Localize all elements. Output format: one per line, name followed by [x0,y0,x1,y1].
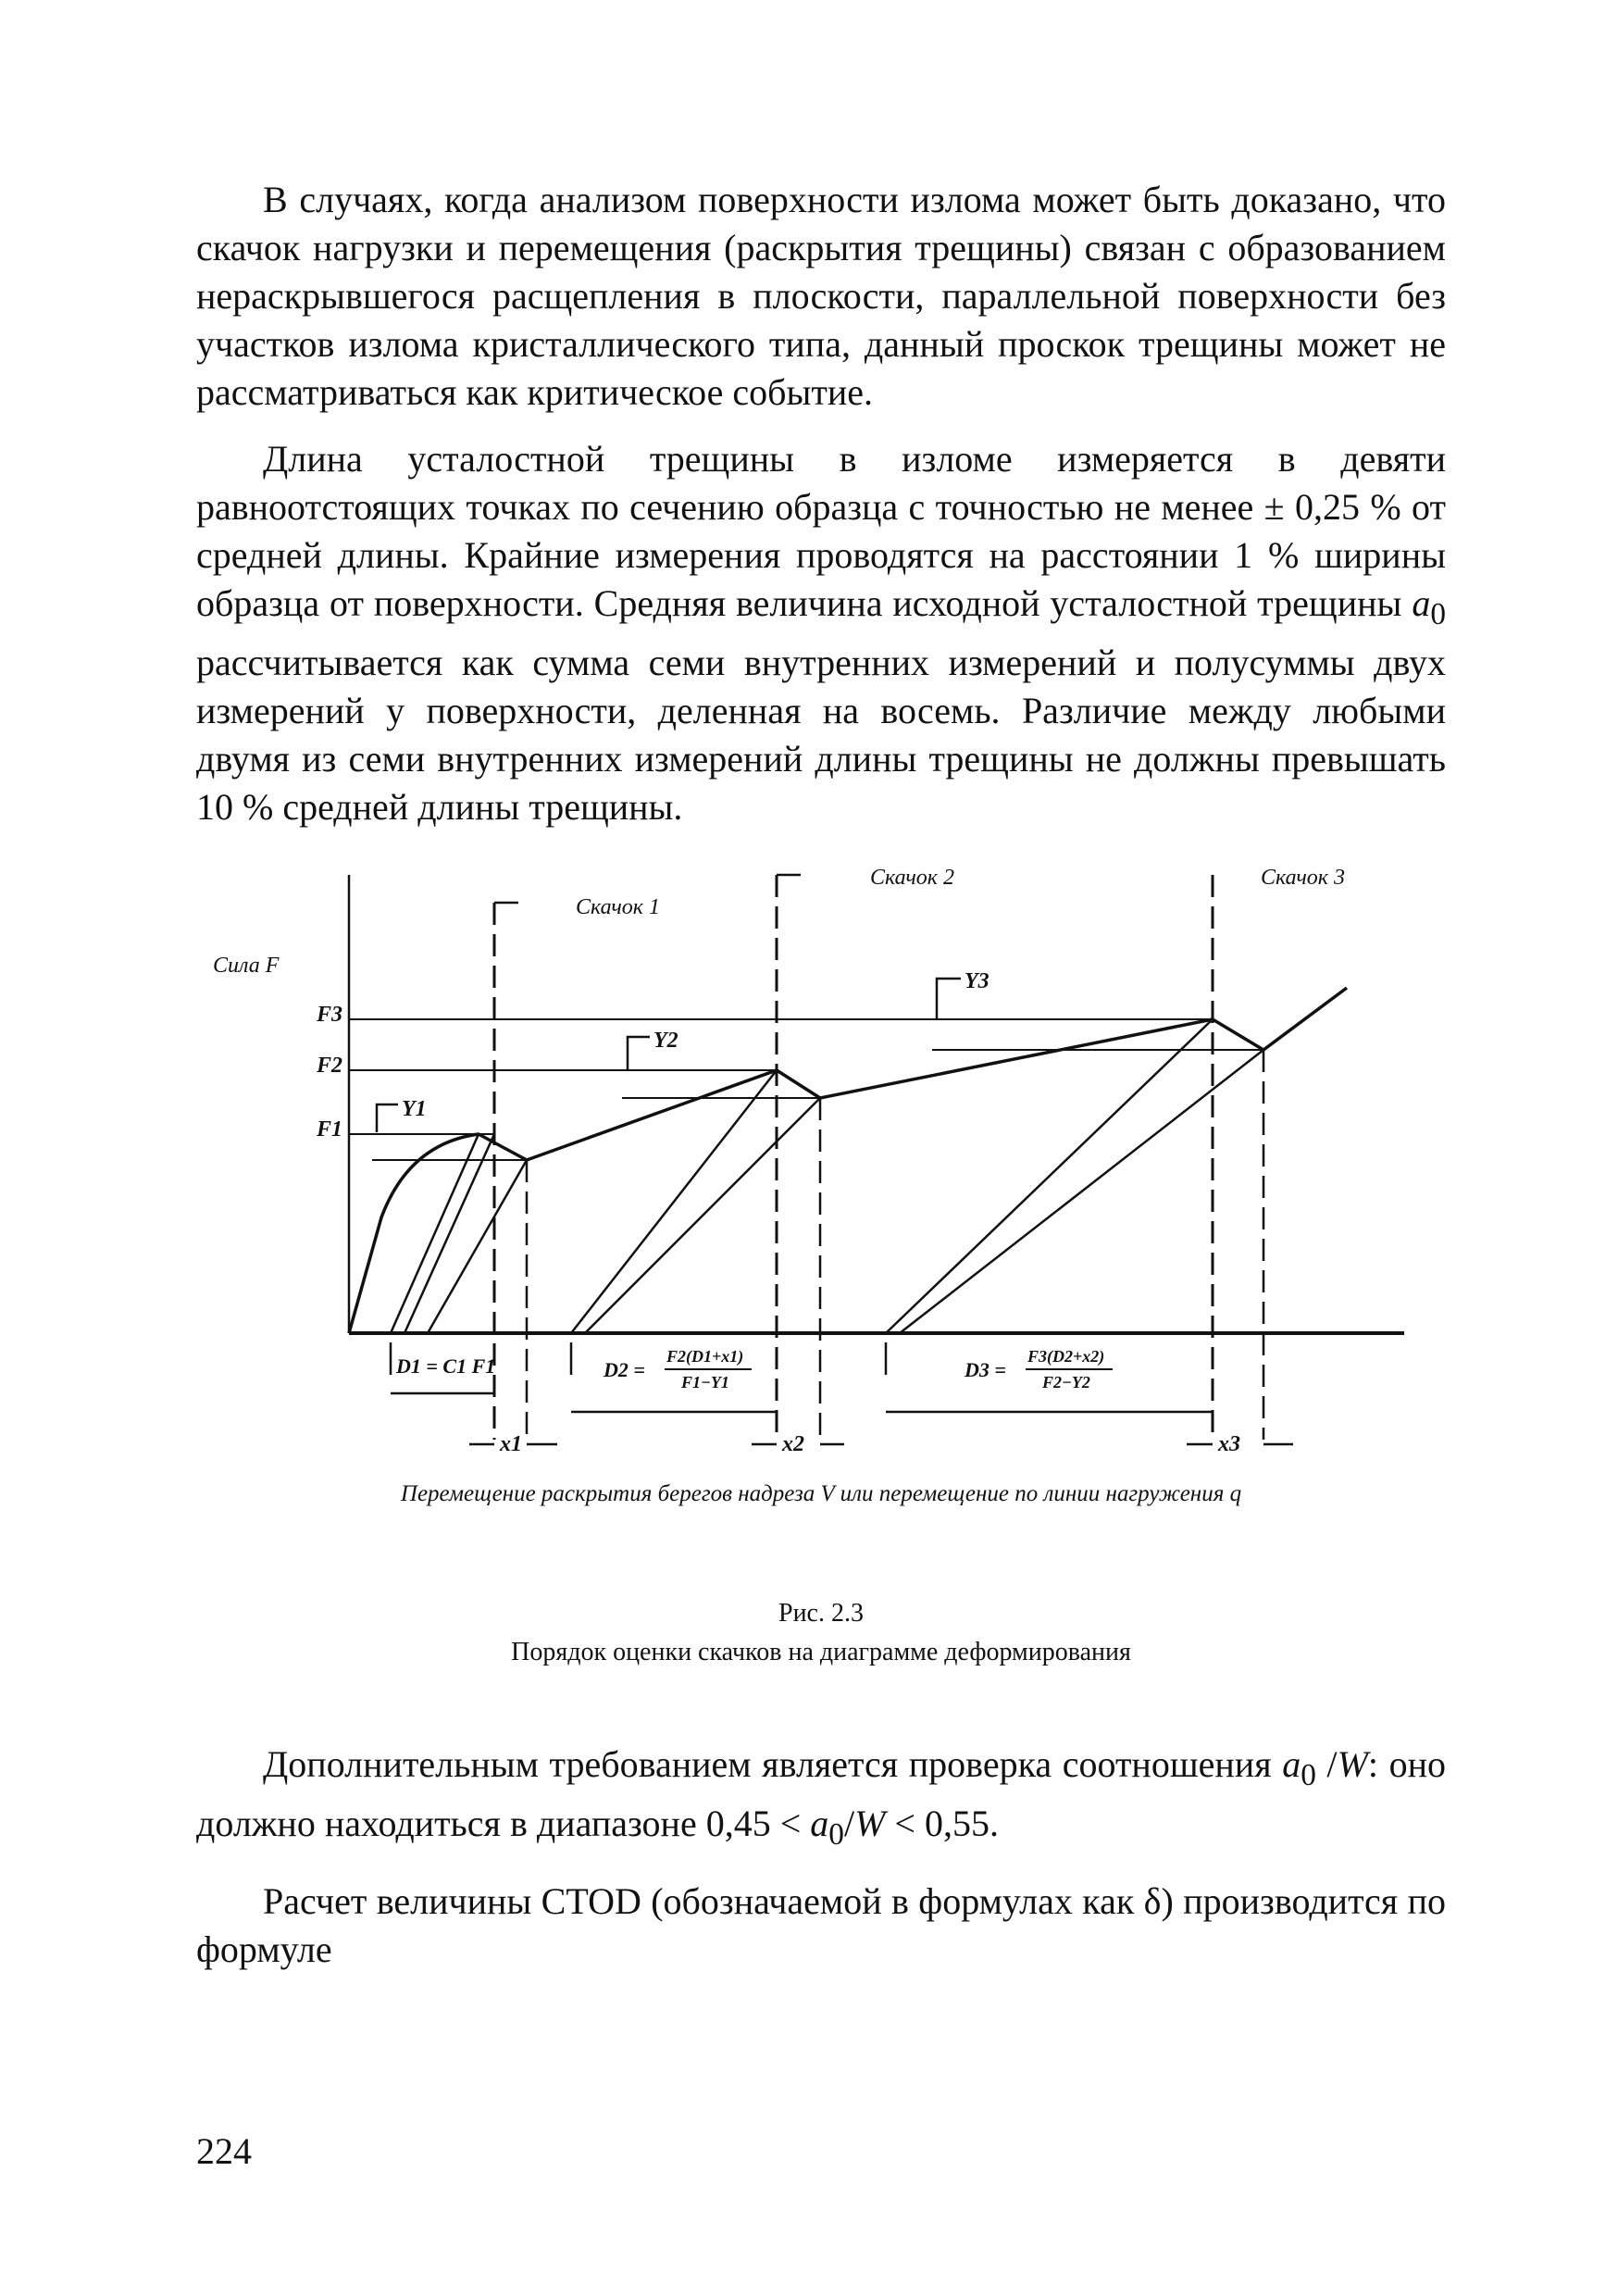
subscript-0: 0 [1301,1758,1316,1792]
paragraph-3-part-e: < 0,55. [885,1803,999,1844]
jump-label-3: Скачок 3 [1261,866,1345,890]
x-label-x3: x3 [1218,1432,1240,1456]
jump-label-1: Скачок 1 [576,895,660,919]
formula-d2-lhs: D2 = [604,1358,645,1381]
drop-label-y1: Y1 [402,1097,427,1121]
y1-bracket [377,1104,398,1132]
subscript-0: 0 [1430,597,1446,631]
load-line-2b [585,1098,820,1333]
paragraph-3-part-a: Дополнительным требованием является проверка соотношения [263,1743,1283,1785]
load-line-1b [404,1134,494,1333]
jump-label-2: Скачок 2 [870,866,954,890]
x-axis-caption: Перемещение раскрытия берегов надреза V или перемещение по линии нагружения q [400,1481,1242,1506]
slash: / [843,1803,855,1844]
paragraph-1: В случаях, когда анализом поверхности излома может быть доказано, что скачок нагрузки и перемещения (раскрытия трещины) связан с образованием нераскрывшегося расщепления в плоскости, параллельной поверхности без участков излома кристаллического типа, данный проскок трещины может не рассматриваться как критическое событие. [196,179,1446,413]
figure-number: Рис. 2.3 [778,1599,864,1628]
variable-a: a [1282,1743,1301,1785]
formula-d3-denominator: F2−Y2 [1042,1373,1090,1391]
paragraph-2-part-a: Длина усталостной трещины в изломе измеряется в девяти равноотстоящих точках по сечению образца с точностью не менее ± 0,25 % от средней длины. Крайние измерения проводятся на расстоянии 1 % ширины образца от поверхности. Средняя величина исходной усталостной трещины [196,438,1446,624]
load-line-3b [900,1050,1263,1333]
subscript-0: 0 [828,1817,844,1852]
y-axis-label: Сила F [213,954,280,978]
body-text-bottom [196,1741,1446,1974]
y2-bracket [628,1037,650,1070]
formula-d1: D1 = C1 F1 [396,1354,496,1378]
paragraph-2 [196,435,1446,831]
paragraph-3 [196,1741,1446,1859]
load-line-1a [391,1134,479,1333]
variable-a: a [810,1803,829,1844]
variable-w: W [854,1803,886,1844]
figure-title: Порядок оценки скачков на диаграмме деформирования [511,1638,1131,1666]
force-label-f1: F1 [317,1117,343,1142]
force-label-f3: F3 [317,1003,343,1027]
paragraph-3-part-c: : оно должно находиться в диапазоне 0,45 < [196,1743,1446,1844]
body-text-top [196,176,1446,831]
formula-d2-numerator: F2(D1+x1) [666,1347,744,1366]
formula-d3-numerator: F3(D2+x2) [1027,1347,1105,1366]
x-label-x2: x2 [782,1432,804,1456]
force-label-f2: F2 [317,1054,343,1078]
paragraph-2-part-b: рассчитывается как сумма семи внутренних измерений и полусуммы двух измерений у поверхности, деленная на восемь. Различие между любыми двумя из семи внутренних измерений длины трещины не должны превышать 10 % средней длины трещины. [196,642,1446,828]
variable-w: W [1337,1743,1368,1785]
drop-label-y3: Y3 [965,969,989,993]
paragraph-4: Расчет величины CTOD (обозначаемой в формулах как δ) производится по формуле [196,1880,1446,1970]
formula-d3-lhs: D3 = [965,1358,1006,1381]
variable-a: a [1412,582,1431,624]
load-line-3a [886,1019,1213,1333]
y3-bracket [937,979,961,1019]
figure-caption [196,1594,1446,1672]
load-line-2a [571,1070,777,1333]
page-number: 224 [196,2130,252,2172]
diagram-svg [196,838,1446,1467]
drop-label-y2: Y2 [653,1029,678,1053]
x-label-x1: x1 [500,1432,522,1456]
slash: / [1315,1743,1338,1785]
formula-d2-denominator: F1−Y1 [681,1373,729,1391]
figure-deformation-diagram [196,838,1446,1467]
